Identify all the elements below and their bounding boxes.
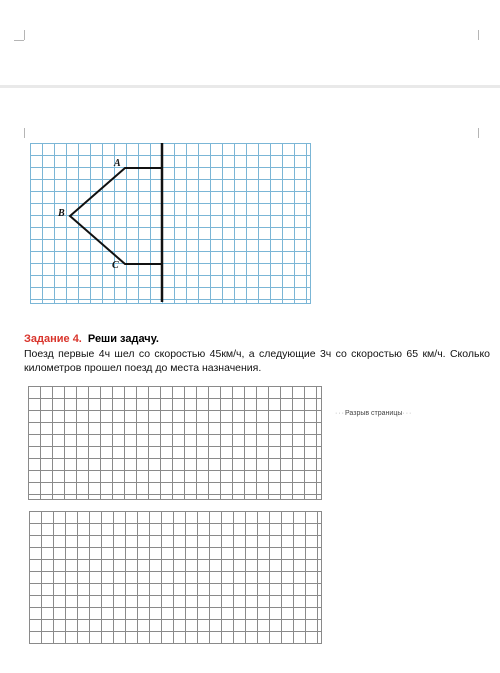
task-title: Реши задачу. (87, 333, 159, 345)
task-number: Задание 4. (24, 333, 82, 345)
page-break-dots-left: ··· (335, 410, 345, 417)
label-c: C (112, 260, 119, 271)
label-b: B (58, 208, 65, 219)
label-a: A (114, 158, 121, 169)
task-body: Поезд первые 4ч шел со скоростью 45км/ч, а следующие 3ч со скоростью 65 км/ч. Сколько километров прошел поезд до места назначения. (24, 348, 490, 374)
page-break-indicator (335, 410, 412, 417)
broken-line-abc (70, 168, 162, 264)
answer-grid-2 (29, 511, 322, 644)
answer-grid-1 (28, 386, 322, 500)
task-heading (24, 333, 159, 345)
page-break-label: Разрыв страницы (345, 410, 403, 417)
page-break-dots-right: ··· (402, 410, 413, 417)
